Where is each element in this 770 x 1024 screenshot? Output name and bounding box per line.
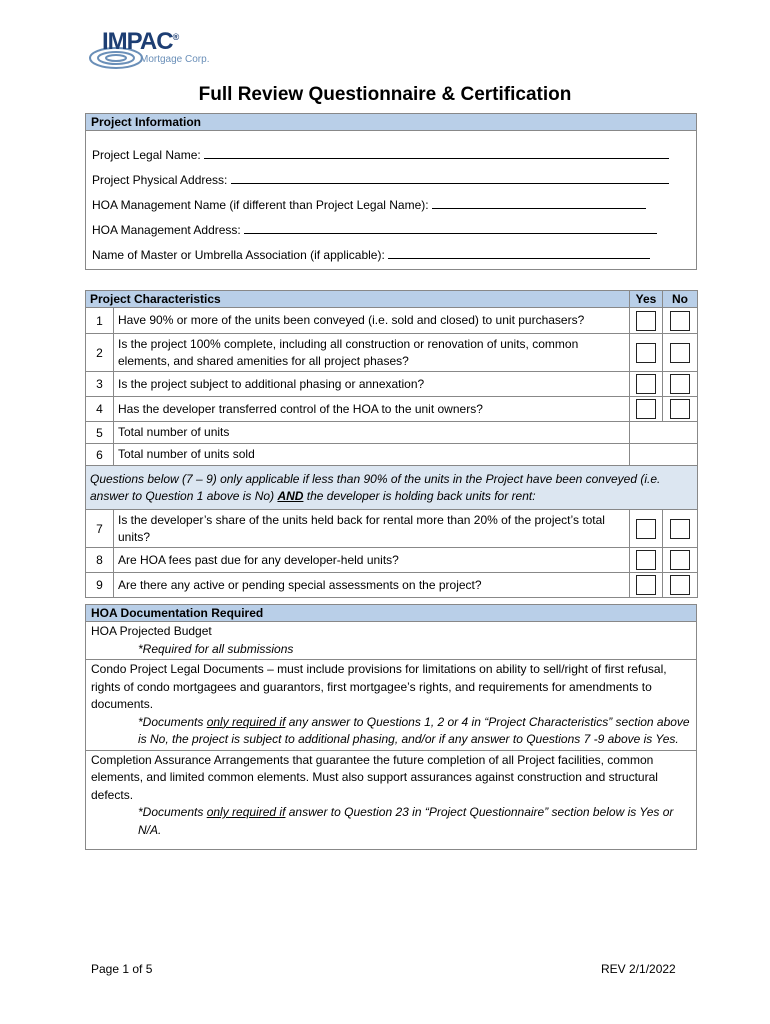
yes-checkbox[interactable]	[636, 399, 656, 419]
table-row	[86, 466, 698, 510]
field-label: HOA Management Name (if different than Project Legal Name):	[92, 198, 429, 212]
question-number: 3	[86, 372, 114, 397]
yes-checkbox[interactable]	[636, 519, 656, 539]
question-number: 7	[86, 510, 114, 548]
field-label: HOA Management Address:	[92, 223, 241, 237]
hoa-management-name-field[interactable]	[92, 196, 646, 212]
completion-assurance-text: Completion Assurance Arrangements that guarantee the future completion of all Project facilities, common elements, and limited common elements. Must also support assurances against construction and structural defects.	[91, 752, 658, 802]
project-information-header: Project Information	[86, 114, 696, 131]
table-row	[86, 510, 698, 548]
page-number: Page 1 of 5	[91, 962, 153, 976]
project-information-section	[85, 113, 697, 270]
question-text: Has the developer transferred control of the HOA to the unit owners?	[114, 397, 630, 422]
table-row	[86, 548, 698, 573]
question-text: Is the project 100% complete, including all construction or renovation of units, common elements, and shared amenities for all project phases?	[114, 334, 630, 372]
field-blank[interactable]	[204, 146, 669, 159]
logo-subtitle: Mortgage Corp.	[140, 54, 210, 65]
yes-checkbox[interactable]	[636, 575, 656, 595]
question-text: Are there any active or pending special assessments on the project?	[114, 573, 630, 598]
field-blank[interactable]	[388, 246, 650, 259]
table-row	[86, 308, 698, 334]
hoa-budget-note: *Required for all submissions	[138, 641, 294, 656]
units-sold-input[interactable]	[630, 444, 698, 466]
question-number: 1	[86, 308, 114, 334]
logo-name: IMPAC®	[102, 28, 179, 55]
question-text: Have 90% or more of the units been conveyed (i.e. sold and closed) to unit purchasers?	[114, 308, 630, 334]
page-title: Full Review Questionnaire & Certification	[198, 84, 572, 105]
no-checkbox[interactable]	[670, 343, 690, 363]
table-row	[86, 573, 698, 598]
yes-checkbox[interactable]	[636, 374, 656, 394]
note-text: *Documents	[138, 714, 207, 729]
yes-checkbox[interactable]	[636, 311, 656, 331]
hoa-documentation-section	[85, 604, 697, 850]
table-row	[86, 397, 698, 422]
question-text: Is the developer’s share of the units held back for rental more than 20% of the project’s total units?	[114, 510, 630, 548]
no-header: No	[663, 291, 698, 308]
hoa-management-address-field[interactable]	[92, 221, 657, 237]
no-checkbox[interactable]	[670, 550, 690, 570]
note-text: the developer is holding back units for rent:	[303, 488, 536, 503]
question-number: 2	[86, 334, 114, 372]
legal-documents-text: Condo Project Legal Documents – must include provisions for limitations on ability to sell/right of first refusal, rights of condo mortgagees and guarantors, first mortgagee’s rights, and requirements for amendments to documents.	[91, 662, 667, 711]
legal-documents-note	[91, 714, 691, 749]
question-number: 6	[86, 444, 114, 466]
table-row	[86, 444, 698, 466]
question-number: 5	[86, 422, 114, 444]
no-checkbox[interactable]	[670, 311, 690, 331]
total-units-input[interactable]	[630, 422, 698, 444]
note-emphasis: only required if	[206, 714, 286, 729]
table-row	[86, 334, 698, 372]
completion-assurance-note	[91, 804, 691, 839]
question-number: 8	[86, 548, 114, 573]
note-text: Questions below (7 – 9) only applicable if less than 90% of the units in the Project have been conveyed (i.e. answer to Question 1 above is No)	[90, 471, 661, 503]
project-physical-address-field[interactable]	[92, 171, 669, 187]
no-checkbox[interactable]	[670, 374, 690, 394]
field-blank[interactable]	[432, 196, 646, 209]
company-logo	[88, 26, 218, 74]
note-emphasis: only required if	[206, 805, 286, 819]
question-text: Total number of units	[114, 422, 630, 444]
question-number: 4	[86, 397, 114, 422]
field-blank[interactable]	[244, 221, 657, 234]
hoa-budget-row	[86, 622, 696, 660]
field-blank[interactable]	[231, 171, 669, 184]
question-number: 9	[86, 573, 114, 598]
characteristics-header: Project Characteristics	[86, 291, 630, 308]
yes-checkbox[interactable]	[636, 343, 656, 363]
legal-documents-row	[86, 660, 696, 751]
revision-date: REV 2/1/2022	[601, 962, 676, 976]
conditional-note	[86, 466, 698, 510]
hoa-budget-label: HOA Projected Budget	[91, 624, 212, 638]
question-text: Are HOA fees past due for any developer-held units?	[114, 548, 630, 573]
note-and: AND	[277, 488, 304, 503]
question-text: Total number of units sold	[114, 444, 630, 466]
completion-assurance-row	[86, 751, 696, 841]
no-checkbox[interactable]	[670, 575, 690, 595]
no-checkbox[interactable]	[670, 519, 690, 539]
field-label: Project Physical Address:	[92, 173, 228, 187]
question-text: Is the project subject to additional phasing or annexation?	[114, 372, 630, 397]
hoa-documentation-header: HOA Documentation Required	[86, 605, 696, 622]
table-row	[86, 372, 698, 397]
no-checkbox[interactable]	[670, 399, 690, 419]
project-characteristics-table	[85, 290, 698, 598]
note-text: answer to Question 23 in “Project Questionnaire” section below is Yes or N/A.	[138, 805, 674, 837]
note-text: any answer to Questions 1, 2 or 4 in “Project Characteristics” section above is No, the project is subject to additional phasing, and/or if any answer to Questions 7 -9 above is Yes.	[138, 714, 690, 746]
project-legal-name-field[interactable]	[92, 146, 669, 162]
master-association-field[interactable]	[92, 246, 650, 262]
yes-header: Yes	[630, 291, 663, 308]
yes-checkbox[interactable]	[636, 550, 656, 570]
table-row	[86, 422, 698, 444]
field-label: Project Legal Name:	[92, 148, 201, 162]
note-text: *Documents	[138, 805, 207, 819]
field-label: Name of Master or Umbrella Association (if applicable):	[92, 248, 385, 262]
